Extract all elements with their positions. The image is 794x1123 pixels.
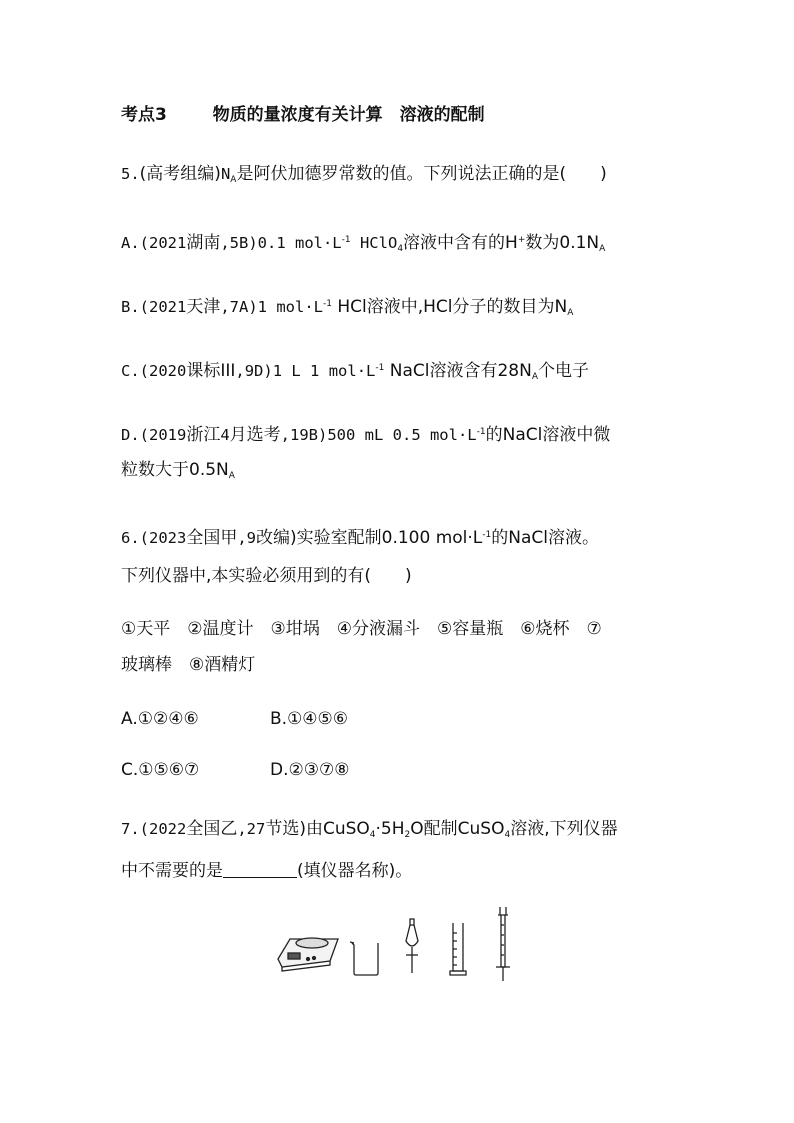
superscript: -1 (476, 427, 486, 437)
option-text: NaCl溶液含有28N (384, 361, 532, 381)
option-lead: D.(2019 (121, 426, 187, 444)
apparatus-figure (274, 905, 524, 983)
q5-option-d (121, 421, 610, 446)
superscript: + (517, 235, 526, 245)
superscript: -1 (482, 530, 492, 540)
question-number: 5. (121, 165, 140, 183)
option-source: 月选考 (229, 425, 281, 445)
option-text: ,5B)0.1 mol·L (220, 234, 342, 252)
option-text: ,7A)1 mol·L (220, 298, 323, 316)
option-source: 课标III (186, 361, 236, 381)
subscript: A (599, 244, 606, 254)
question-source: 全国乙 (186, 819, 238, 839)
subscript: 2 (404, 830, 411, 840)
option-lead: B.(2021 (121, 298, 187, 316)
subscript: 4 (397, 244, 404, 254)
question-text: (填仪器名称)。 (297, 861, 413, 881)
q6-option-b: B.①④⑤⑥ (270, 709, 349, 729)
answer-blank[interactable] (223, 861, 297, 878)
option-text: ,9D)1 L 1 mol·L (235, 362, 376, 380)
option-text: 溶液中含有的H (403, 233, 518, 253)
question-text: O配制CuSO (410, 819, 505, 839)
question-lead: 7.(2022 (121, 820, 187, 838)
question-text: 溶液,下列仪器 (510, 819, 618, 839)
graduated-cylinder-icon (450, 923, 466, 975)
question-source: 全国甲 (186, 528, 238, 548)
avogadro-symbol: N (220, 165, 231, 183)
section-heading (121, 104, 485, 126)
option-text: ,19B)500 mL 0.5 mol·L (280, 426, 477, 444)
question-source: (高考组编) (139, 164, 221, 184)
balance-icon (278, 938, 338, 971)
subscript: 4 (369, 830, 376, 840)
option-text: HClO (350, 234, 398, 252)
q6-option-c: C.①⑤⑥⑦ (121, 760, 200, 780)
option-source: 湖南 (186, 233, 221, 253)
option-lead: C.(2020 (121, 362, 187, 380)
option-text: 的NaCl溶液中微 (485, 425, 611, 445)
superscript: -1 (322, 299, 332, 309)
q5-option-a (121, 229, 605, 260)
option-text: HCl溶液中,HCl分子的数目为N (331, 297, 568, 317)
superscript: -1 (341, 235, 351, 245)
q5-stem (121, 163, 607, 191)
option-text: 粒数大于0.5N (121, 460, 229, 480)
beaker-icon (350, 942, 378, 975)
section-title: 物质的量浓度有关计算 溶液的配制 (212, 105, 485, 125)
q5-option-b (121, 293, 573, 324)
question-source: 改编 (256, 528, 290, 548)
option-source: 天津 (186, 297, 221, 317)
q7-stem-line1 (121, 818, 618, 846)
q6-items-line1: ①天平 ②温度计 ③坩埚 ④分液漏斗 ⑤容量瓶 ⑥烧杯 ⑦ (121, 619, 602, 639)
option-text: 个电子 (538, 361, 589, 381)
question-text: )实验室配制0.100 mol·L (290, 528, 483, 548)
option-text: 数为0.1N (525, 233, 600, 253)
question-text: 是阿伏加德罗常数的值。下列说法正确的是( ) (236, 164, 607, 184)
question-text: 中不需要的是 (121, 861, 223, 881)
subscript: A (228, 471, 235, 481)
subscript: A (230, 175, 237, 185)
q6-stem-line1 (121, 524, 599, 549)
question-text: ·5H (375, 819, 405, 839)
q7-stem-line2 (121, 860, 412, 882)
q6-items-line2: 玻璃棒 ⑧酒精灯 (121, 655, 256, 675)
separatory-funnel-icon (406, 919, 418, 973)
burette-icon (496, 907, 510, 981)
option-source: 浙江 (186, 425, 221, 445)
q5-option-d-cont (121, 459, 235, 487)
q6-option-a: A.①②④⑥ (121, 709, 199, 729)
question-text: 的NaCl溶液。 (491, 528, 599, 548)
q6-option-d: D.②③⑦⑧ (270, 760, 350, 780)
question-text: ,9 (237, 529, 256, 547)
section-label: 考点3 (121, 105, 167, 125)
question-source: 节选 (265, 819, 300, 839)
question-lead: 6.(2023 (121, 529, 187, 547)
question-text: )由CuSO (299, 819, 370, 839)
subscript: 4 (504, 830, 511, 840)
question-text: ,27 (237, 820, 266, 838)
subscript: A (531, 372, 538, 382)
subscript: A (567, 308, 574, 318)
q6-stem-line2: 下列仪器中,本实验必须用到的有( ) (121, 566, 412, 586)
option-lead: A.(2021 (121, 234, 187, 252)
superscript: -1 (375, 363, 385, 373)
option-text: 4 (220, 426, 230, 444)
q5-option-c (121, 357, 589, 388)
